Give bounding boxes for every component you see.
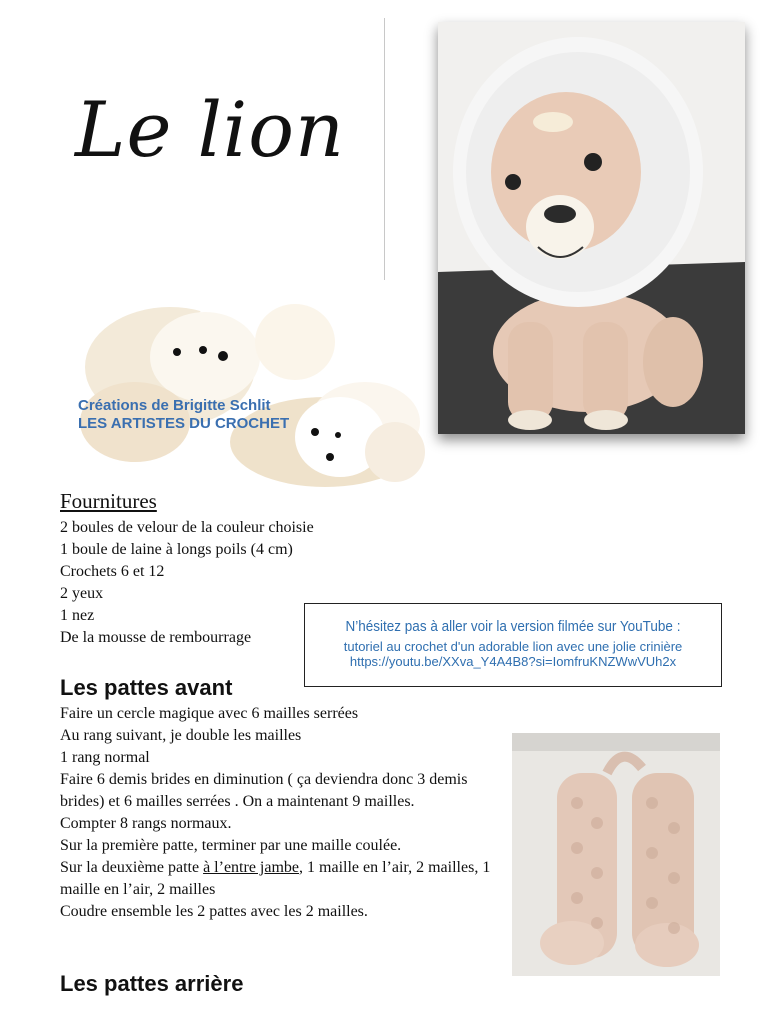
supply-item: 2 yeux xyxy=(60,585,104,602)
dogs-illustration xyxy=(75,272,430,497)
front-legs-heading: Les pattes avant xyxy=(60,675,233,700)
divider-line xyxy=(384,18,385,280)
youtube-link[interactable]: https://youtu.be/XXva_Y4A4B8?si=IomfruKNZWwVUh2x xyxy=(349,654,677,669)
back-legs-heading: Les pattes arrière xyxy=(60,971,244,996)
dogs-credit xyxy=(78,397,289,433)
instruction-line: Sur la première patte, terminer par une maille coulée. xyxy=(60,837,402,854)
supplies-list xyxy=(60,517,314,649)
instruction-line: Coudre ensemble les 2 pattes avec les 2 mailles. xyxy=(60,903,368,920)
lion-photo xyxy=(438,22,745,434)
supply-item: De la mousse de rembourrage xyxy=(60,629,252,646)
supply-item: 2 boules de velour de la couleur choisie xyxy=(60,519,314,536)
youtube-intro: N’hésitez pas à aller voir la version filmée sur YouTube : xyxy=(345,618,681,635)
supplies-heading: Fournitures xyxy=(60,489,157,513)
instruction-line: Faire 6 demis brides en diminution ( ça deviendra donc 3 demis brides) et 6 mailles serrées . On a maintenant 9 mailles. xyxy=(60,771,468,810)
front-legs-instructions xyxy=(60,703,500,923)
youtube-callout xyxy=(304,603,722,687)
instruction-line: Faire un cercle magique avec 6 mailles serrées xyxy=(60,705,359,722)
instruction-line xyxy=(60,857,500,901)
supply-item: 1 nez xyxy=(60,607,95,624)
instruction-underlined: à l’entre jambe xyxy=(203,859,300,876)
credit-line-2: LES ARTISTES DU CROCHET xyxy=(78,415,290,432)
supply-item: Crochets 6 et 12 xyxy=(60,563,165,580)
supply-item: 1 boule de laine à longs poils (4 cm) xyxy=(60,541,293,558)
instruction-line: 1 rang normal xyxy=(60,749,150,766)
instruction-line: Compter 8 rangs normaux. xyxy=(60,815,232,832)
instruction-text: , 1 maille en l’air, 2 mailles, 1 maille en l’air, 2 mailles xyxy=(60,859,491,898)
youtube-video-title: tutoriel au crochet d'un adorable lion avec une jolie crinière xyxy=(343,639,683,654)
page-title: Le lion xyxy=(75,85,345,174)
instruction-text: Sur la deuxième patte xyxy=(60,859,204,876)
instruction-line: Au rang suivant, je double les mailles xyxy=(60,727,302,744)
legs-photo xyxy=(512,733,720,976)
credit-line-1: Créations de Brigitte Schlit xyxy=(78,397,271,414)
